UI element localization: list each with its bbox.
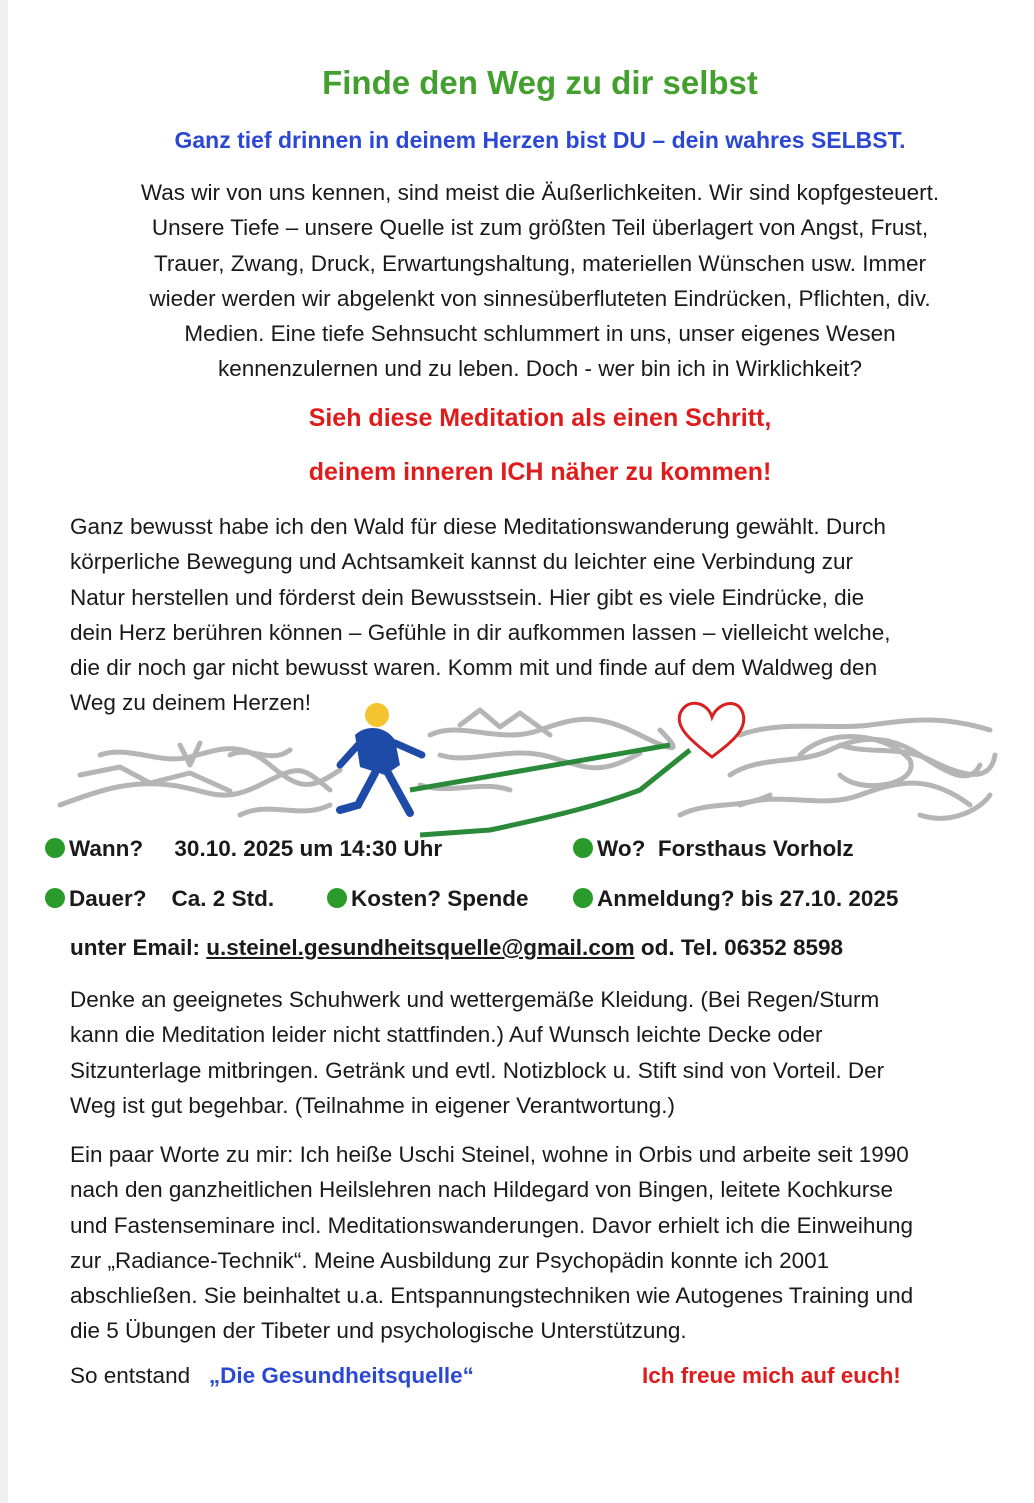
footer-closing: Ich freue mich auf euch! <box>642 1363 901 1388</box>
bullet-dot-icon <box>327 888 347 908</box>
wann-label: Wann? <box>69 836 144 861</box>
forest-path-illustration <box>40 695 1020 845</box>
footer-left <box>70 1363 474 1389</box>
intro-line: wieder werden wir abgelenkt von sinnesüberfluteten Eindrücken, Pflichten, div. <box>149 285 931 311</box>
about-paragraph <box>70 1137 1015 1349</box>
kosten-value: Spende <box>447 886 529 911</box>
notes-line: Denke an geeignetes Schuhwerk und wettergemäße Kleidung. (Bei Regen/Sturm <box>70 987 880 1012</box>
dauer-label: Dauer? <box>69 886 147 911</box>
anmeldung-label: Anmeldung? <box>597 886 735 911</box>
highlight-line-1: Sieh diese Meditation als einen Schritt, <box>308 404 772 432</box>
page-title: Finde den Weg zu dir selbst <box>322 64 758 101</box>
kosten-label: Kosten? <box>351 886 441 911</box>
notes-line: Weg ist gut begehbar. (Teilnahme in eigener Verantwortung.) <box>70 1092 675 1118</box>
forest-line: Weg zu deinem Herzen! <box>70 690 311 716</box>
forest-line: Ganz bewusst habe ich den Wald für diese Meditationswanderung gewählt. Durch <box>70 514 886 539</box>
intro-line: Trauer, Zwang, Druck, Erwartungshaltung, materiellen Wünschen usw. Immer <box>154 250 926 276</box>
info-dauer <box>45 886 274 912</box>
contact-prefix: unter Email: <box>70 935 201 960</box>
forest-line: dein Herz berühren können – Gefühle in dir aufkommen lassen – vielleicht welche, <box>70 619 891 645</box>
intro-line: kennenzulernen und zu leben. Doch - wer bin ich in Wirklichkeit? <box>217 356 863 382</box>
about-line: die 5 Übungen der Tibeter und psychologische Unterstützung. <box>70 1318 687 1344</box>
intro-line: Medien. Eine tiefe Sehnsucht schlummert in uns, unser eigenes Wesen <box>184 321 896 347</box>
phone-text: od. Tel. 06352 8598 <box>640 935 844 960</box>
gray-scribbles <box>60 710 995 818</box>
email-link[interactable]: u.steinel.gesundheitsquelle@gmail.com <box>206 935 635 960</box>
footer-prefix: So entstand <box>70 1363 191 1388</box>
bullet-dot-icon <box>45 888 65 908</box>
walking-person-illustration <box>340 703 422 813</box>
about-line: nach den ganzheitlichen Heilslehren nach Hildegard von Bingen, leitete Kochkurse <box>70 1177 894 1203</box>
about-line: abschließen. Sie beinhaltet u.a. Entspannungstechniken wie Autogenes Training und <box>70 1283 914 1309</box>
page-subtitle: Ganz tief drinnen in deinem Herzen bist DU – dein wahres SELBST. <box>174 127 906 153</box>
forest-paragraph <box>70 509 1015 721</box>
contact-line <box>70 935 843 961</box>
highlight-line-2: deinem inneren ICH näher zu kommen! <box>308 458 772 486</box>
about-line: zur „Radiance-Technik“. Meine Ausbildung zur Psychopädin konnte ich 2001 <box>70 1247 830 1273</box>
bullet-dot-icon <box>573 838 593 858</box>
green-path-upper <box>410 745 670 790</box>
intro-line: Unsere Tiefe – unsere Quelle ist zum größten Teil überlagert von Angst, Frust, <box>151 215 929 241</box>
bullet-dot-icon <box>45 838 65 858</box>
about-line: Ein paar Worte zu mir: Ich heiße Uschi Steinel, wohne in Orbis und arbeite seit 1990 <box>70 1142 909 1167</box>
notes-paragraph <box>70 982 1015 1123</box>
info-kosten <box>327 886 529 912</box>
info-anmeldung <box>573 886 898 912</box>
notes-line: Sitzunterlage mitbringen. Getränk und evtl. Notizblock u. Stift sind von Vorteil. Der <box>70 1057 885 1083</box>
forest-line: Natur herstellen und förderst dein Bewusstsein. Hier gibt es viele Eindrücke, die <box>70 584 865 610</box>
wo-value: Forsthaus Vorholz <box>657 836 854 861</box>
dauer-value: Ca. 2 Std. <box>171 886 275 911</box>
bullet-dot-icon <box>573 888 593 908</box>
info-wann <box>45 836 442 862</box>
wo-label: Wo? <box>597 836 646 861</box>
about-line: und Fastenseminare incl. Meditationswanderungen. Davor erhielt ich die Einweihung <box>70 1212 913 1238</box>
intro-line: Was wir von uns kennen, sind meist die Äußerlichkeiten. Wir sind kopfgesteuert. <box>140 180 940 205</box>
notes-line: kann die Meditation leider nicht stattfinden.) Auf Wunsch leichte Decke oder <box>70 1022 823 1048</box>
intro-paragraph <box>40 175 1034 387</box>
forest-line: die dir noch gar nicht bewusst waren. Komm mit und finde auf dem Waldweg den <box>70 655 878 681</box>
anmeldung-value: bis 27.10. 2025 <box>740 886 899 911</box>
info-wo <box>573 836 854 862</box>
wann-value: 30.10. 2025 um 14:30 Uhr <box>174 836 443 861</box>
footer-brand-name: „Die Gesundheitsquelle“ <box>208 1363 474 1388</box>
forest-line: körperliche Bewegung und Achtsamkeit kannst du leichter eine Verbindung zur <box>70 549 853 575</box>
